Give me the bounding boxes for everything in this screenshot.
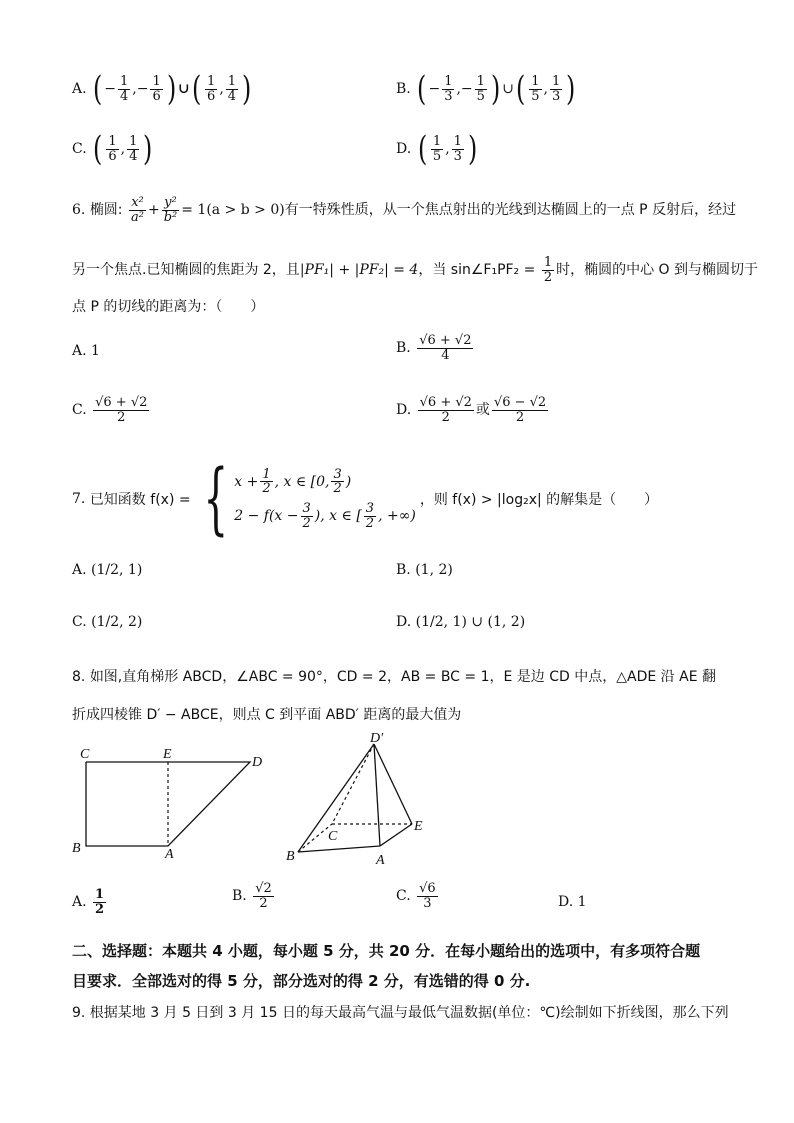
- label-a: A: [165, 847, 174, 858]
- edge-da: [374, 744, 380, 846]
- label-a: A: [376, 853, 385, 866]
- q8-option-d: D. 1: [558, 894, 587, 910]
- q7-option-d: D. (1/2, 1) ∪ (1, 2): [396, 614, 526, 630]
- q8-line2: 折成四棱锥 D′ − ABCE，则点 C 到平面 ABD′ 距离的最大值为: [72, 707, 462, 723]
- label-e: E: [163, 747, 172, 762]
- edge-ba: [298, 846, 380, 852]
- q6-line2: 另一个焦点.已知椭圆的焦距为 2，且|PF₁| + |PF₂| = 4，当 sin∠F₁PF₂ = $\frac{1}{2}$ 时，椭圆的中心 O 到与椭圆切于: [72, 255, 759, 285]
- q6-line1: 6. 椭圆: $\frac{\text{x²}}{\text{a²}}$ + $\frac{\text{y²}}{\text{b²}}$ = 1(a > b > 0)有一特殊性质，从一个焦点射出的光线到达椭圆上的一点 P 反射后，经过: [72, 195, 737, 225]
- label-b: B: [286, 849, 295, 864]
- label-d: D: [252, 755, 263, 770]
- q8-line1: 8. 如图,直角梯形 ABCD，∠ABC = 90°，CD = 2，AB = BC = 1，E 是边 CD 中点，△ADE 沿 AE 翻: [72, 669, 716, 685]
- q5-option-d: D. ( $\frac{1}{5}$ , $\frac{1}{3}$ ): [396, 129, 478, 169]
- q5-option-a: A. ( − $\frac{1}{4}$ ,− $\frac{1}{6}$ ) ∪( $\frac{1}{6}$ , $\frac{1}{4}$ ): [72, 69, 252, 109]
- edge-de: [374, 744, 412, 824]
- q9-stem: 9. 根据某地 3 月 5 日到 3 月 15 日的每天最高气温与最低气温数据(单位：℃)绘制如下折线图，那么下列: [72, 1005, 729, 1021]
- label-e: E: [414, 819, 423, 834]
- trapezoid-figure: [72, 738, 282, 858]
- q7-option-c: C. (1/2, 2): [72, 614, 143, 630]
- q7-option-a: A. (1/2, 1): [72, 562, 143, 578]
- q5-option-b: B. ( − $\frac{1}{3}$ ,− $\frac{1}{5}$ ) ∪( $\frac{1}{5}$ , $\frac{1}{3}$ ): [396, 69, 576, 109]
- q6-option-c: C. $\frac{√6 + √2}{2}$: [72, 395, 148, 425]
- q5-option-c: C. ( $\frac{1}{6}$ , $\frac{1}{4}$ ): [72, 129, 153, 169]
- q8-option-b: B. $\frac{√2}{2}$: [232, 881, 272, 911]
- pyramid-figure: [284, 730, 434, 866]
- edge-dc: [332, 744, 374, 824]
- label-d-prime: D′: [370, 731, 384, 746]
- q6-option-b: B. $\frac{√6 + √2}{4}$: [396, 333, 472, 363]
- q7-option-b: B. (1, 2): [396, 562, 453, 578]
- q6-option-a: A. 1: [72, 343, 100, 359]
- q7-stem: 7. 已知函数 f(x) = { x + $\frac{1}{2}$ , x ∈ [0, $\frac{3}{2}$ ) 2 − f(x − $\frac{3}{2}$ ), x ∈ [ $\frac{3}{2}$ , +∞) ，则 f(x) > |log₂x| 的解集是（ ）: [72, 454, 659, 544]
- q6-line3: 点 P 的切线的距离为：（ ）: [72, 299, 265, 315]
- q6-option-d: D. $\frac{√6 + √2}{2}$ 或 $\frac{√6 - √2}{2}$: [396, 395, 547, 425]
- label-b: B: [72, 841, 81, 856]
- label-c: C: [328, 829, 338, 844]
- q8-option-c: C. $\frac{√6}{3}$: [396, 881, 436, 911]
- label-c: C: [80, 747, 90, 762]
- section2-heading-line1: 二、选择题：本题共 4 小题，每小题 5 分，共 20 分．在每小题给出的选项中，有多项符合题: [72, 942, 701, 960]
- q8-option-a: A. $\frac{1}{2}$: [72, 887, 105, 917]
- section2-heading-line2: 目要求．全部选对的得 5 分，部分选对的得 2 分，有选错的得 0 分.: [72, 972, 531, 990]
- edge-ae: [380, 824, 412, 846]
